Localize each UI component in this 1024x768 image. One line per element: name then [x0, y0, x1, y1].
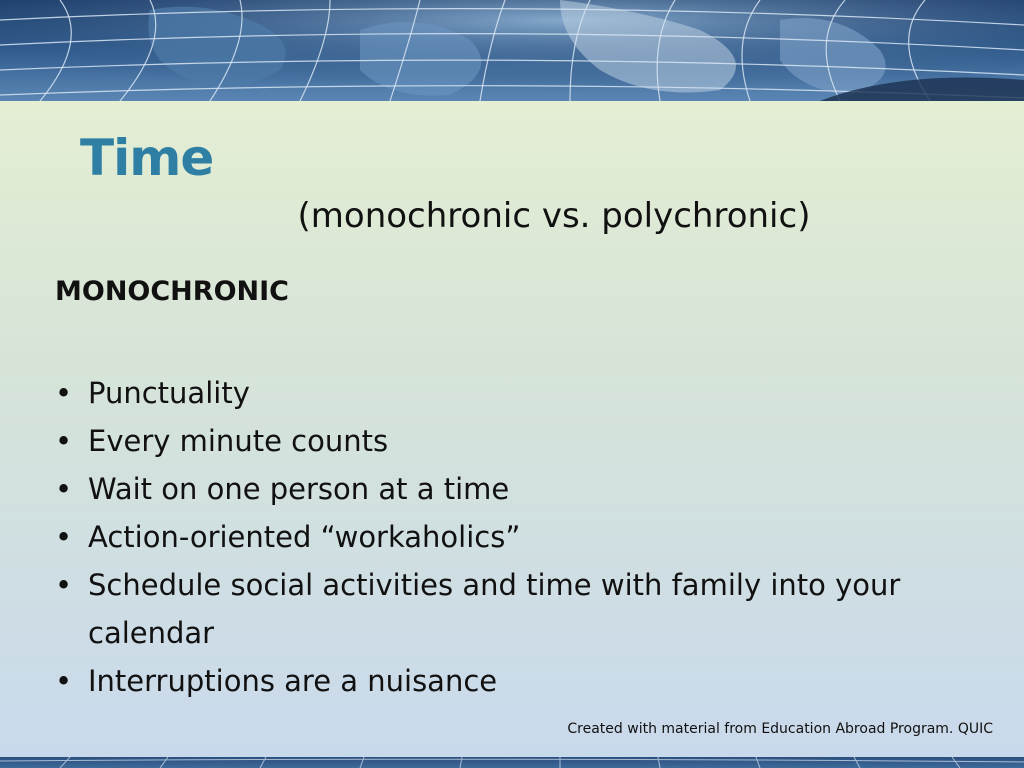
bullet-icon: •	[55, 376, 73, 410]
bullet-list	[55, 369, 1005, 705]
globe-footer-image	[0, 757, 1024, 768]
section-heading: MONOCHRONIC	[55, 276, 289, 307]
bullet-text: Schedule social activities and time with family into your calendar	[88, 568, 901, 650]
bullet-icon: •	[55, 424, 73, 458]
globe-grid-graphic	[0, 757, 1024, 768]
bullet-item	[55, 513, 1005, 561]
slide-title: Time	[80, 129, 214, 187]
source-credit: Created with material from Education Abroad Program. QUIC	[567, 721, 993, 737]
bullet-item	[55, 561, 1005, 657]
content-panel	[0, 101, 1024, 757]
bullet-text: Action-oriented “workaholics”	[88, 520, 521, 554]
globe-grid-graphic	[0, 0, 1024, 101]
bullet-text: Interruptions are a nuisance	[88, 664, 498, 698]
bullet-text: Punctuality	[88, 376, 250, 410]
slide-subtitle: (monochronic vs. polychronic)	[297, 196, 811, 236]
bullet-text: Wait on one person at a time	[88, 472, 510, 506]
bullet-item	[55, 465, 1005, 513]
bullet-text: Every minute counts	[88, 424, 389, 458]
bullet-icon: •	[55, 568, 73, 602]
bullet-item	[55, 657, 1005, 705]
bullet-icon: •	[55, 472, 73, 506]
bullet-item	[55, 369, 1005, 417]
bullet-icon: •	[55, 520, 73, 554]
bullet-icon: •	[55, 664, 73, 698]
bullet-item	[55, 417, 1005, 465]
body-text	[55, 273, 1005, 705]
globe-banner-image	[0, 0, 1024, 101]
